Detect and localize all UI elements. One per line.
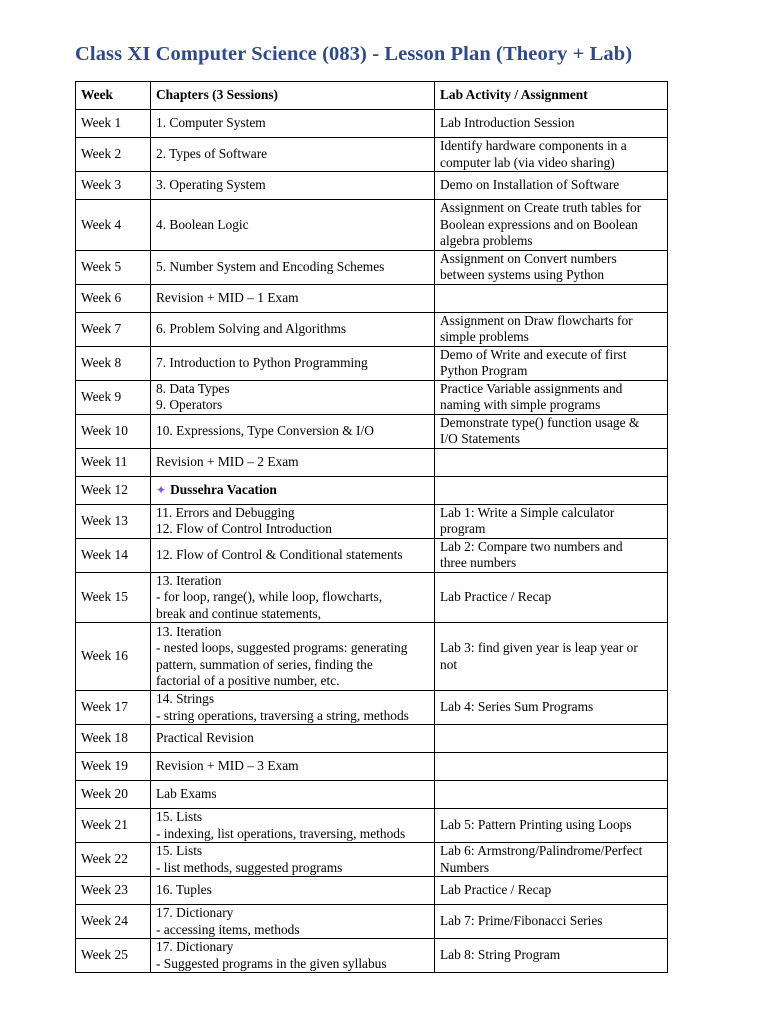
table-row xyxy=(76,250,668,284)
chapter-cell: 8. Data Types 9. Operators xyxy=(151,380,435,414)
week-cell: Week 22 xyxy=(76,843,151,877)
table-row xyxy=(76,200,668,251)
chapter-cell: 15. Lists - indexing, list operations, traversing, methods xyxy=(151,809,435,843)
chapter-cell: 12. Flow of Control & Conditional statements xyxy=(151,538,435,572)
lab-activity-cell: Lab 5: Pattern Printing using Loops xyxy=(435,809,668,843)
table-row xyxy=(76,380,668,414)
lab-activity-cell xyxy=(435,753,668,781)
vacation-label: Dussehra Vacation xyxy=(170,481,277,497)
header-week: Week xyxy=(76,82,151,110)
lab-activity-cell xyxy=(435,781,668,809)
week-cell: Week 19 xyxy=(76,753,151,781)
chapter-cell: 17. Dictionary - accessing items, methods xyxy=(151,905,435,939)
lab-activity-cell: Demonstrate type() function usage & I/O Statements xyxy=(435,414,668,448)
chapter-cell: 17. Dictionary - Suggested programs in the given syllabus xyxy=(151,939,435,973)
lab-activity-cell xyxy=(435,448,668,476)
chapter-cell: 14. Strings - string operations, traversing a string, methods xyxy=(151,691,435,725)
header-chapters: Chapters (3 Sessions) xyxy=(151,82,435,110)
lab-activity-cell: Lab Introduction Session xyxy=(435,110,668,138)
week-cell: Week 15 xyxy=(76,572,151,623)
page-title: Class XI Computer Science (083) - Lesson Plan (Theory + Lab) xyxy=(75,43,633,65)
week-cell: Week 7 xyxy=(76,312,151,346)
week-cell: Week 2 xyxy=(76,138,151,172)
week-cell: Week 6 xyxy=(76,284,151,312)
week-cell: Week 11 xyxy=(76,448,151,476)
lab-activity-cell: Lab 1: Write a Simple calculator program xyxy=(435,504,668,538)
week-cell: Week 5 xyxy=(76,250,151,284)
lab-activity-cell: Assignment on Create truth tables for Boolean expressions and on Boolean algebra problems xyxy=(435,200,668,251)
table-row xyxy=(76,725,668,753)
week-cell: Week 9 xyxy=(76,380,151,414)
table-row xyxy=(76,753,668,781)
chapter-cell: 15. Lists - list methods, suggested programs xyxy=(151,843,435,877)
table-row xyxy=(76,905,668,939)
week-cell: Week 3 xyxy=(76,172,151,200)
lab-activity-cell: Identify hardware components in a computer lab (via video sharing) xyxy=(435,138,668,172)
lab-activity-cell xyxy=(435,725,668,753)
party-popper-icon: ✦ xyxy=(156,482,167,497)
week-cell: Week 12 xyxy=(76,476,151,504)
week-cell: Week 18 xyxy=(76,725,151,753)
lesson-plan-table xyxy=(75,81,668,973)
lab-activity-cell: Lab 7: Prime/Fibonacci Series xyxy=(435,905,668,939)
table-row xyxy=(76,809,668,843)
table-row xyxy=(76,110,668,138)
table-row xyxy=(76,476,668,504)
week-cell: Week 1 xyxy=(76,110,151,138)
table-row xyxy=(76,346,668,380)
lab-activity-cell: Assignment on Convert numbers between systems using Python xyxy=(435,250,668,284)
chapter-cell: 13. Iteration - for loop, range(), while loop, flowcharts, break and continue statements, xyxy=(151,572,435,623)
week-cell: Week 4 xyxy=(76,200,151,251)
lab-activity-cell: Lab 4: Series Sum Programs xyxy=(435,691,668,725)
lab-activity-cell: Lab 3: find given year is leap year or not xyxy=(435,623,668,691)
table-row xyxy=(76,504,668,538)
chapter-cell: 4. Boolean Logic xyxy=(151,200,435,251)
week-cell: Week 10 xyxy=(76,414,151,448)
chapter-cell: Practical Revision xyxy=(151,725,435,753)
chapter-cell: 13. Iteration - nested loops, suggested programs: generating pattern, summation of series, finding the factorial of a positive number, etc. xyxy=(151,623,435,691)
table-row xyxy=(76,877,668,905)
chapter-cell: 5. Number System and Encoding Schemes xyxy=(151,250,435,284)
week-cell: Week 17 xyxy=(76,691,151,725)
lab-activity-cell: Lab 6: Armstrong/Palindrome/Perfect Numbers xyxy=(435,843,668,877)
table-row xyxy=(76,781,668,809)
chapter-cell: Revision + MID – 1 Exam xyxy=(151,284,435,312)
week-cell: Week 24 xyxy=(76,905,151,939)
chapter-cell: Revision + MID – 2 Exam xyxy=(151,448,435,476)
chapter-cell: 1. Computer System xyxy=(151,110,435,138)
week-cell: Week 13 xyxy=(76,504,151,538)
chapter-cell: 11. Errors and Debugging 12. Flow of Control Introduction xyxy=(151,504,435,538)
chapter-cell: Lab Exams xyxy=(151,781,435,809)
table-body xyxy=(76,110,668,973)
chapter-cell: 3. Operating System xyxy=(151,172,435,200)
lab-activity-cell: Lab Practice / Recap xyxy=(435,572,668,623)
week-cell: Week 21 xyxy=(76,809,151,843)
header-lab-activity: Lab Activity / Assignment xyxy=(435,82,668,110)
table-row xyxy=(76,312,668,346)
lab-activity-cell: Assignment on Draw flowcharts for simple problems xyxy=(435,312,668,346)
lab-activity-cell: Demo on Installation of Software xyxy=(435,172,668,200)
table-row xyxy=(76,284,668,312)
table-row xyxy=(76,623,668,691)
lab-activity-cell: Practice Variable assignments and naming with simple programs xyxy=(435,380,668,414)
week-cell: Week 23 xyxy=(76,877,151,905)
table-row xyxy=(76,843,668,877)
table-header-row xyxy=(76,82,668,110)
table-row xyxy=(76,414,668,448)
lab-activity-cell xyxy=(435,476,668,504)
lab-activity-cell: Lab 2: Compare two numbers and three numbers xyxy=(435,538,668,572)
week-cell: Week 14 xyxy=(76,538,151,572)
chapter-cell: 16. Tuples xyxy=(151,877,435,905)
lab-activity-cell xyxy=(435,284,668,312)
week-cell: Week 25 xyxy=(76,939,151,973)
chapter-cell: 7. Introduction to Python Programming xyxy=(151,346,435,380)
table-row xyxy=(76,138,668,172)
table-row xyxy=(76,691,668,725)
chapter-cell: 2. Types of Software xyxy=(151,138,435,172)
table-row xyxy=(76,448,668,476)
week-cell: Week 8 xyxy=(76,346,151,380)
lab-activity-cell: Lab Practice / Recap xyxy=(435,877,668,905)
week-cell: Week 16 xyxy=(76,623,151,691)
lab-activity-cell: Demo of Write and execute of first Python Program xyxy=(435,346,668,380)
week-cell: Week 20 xyxy=(76,781,151,809)
table-row xyxy=(76,572,668,623)
lab-activity-cell: Lab 8: String Program xyxy=(435,939,668,973)
table-row xyxy=(76,538,668,572)
chapter-cell xyxy=(151,476,435,504)
table-row xyxy=(76,939,668,973)
chapter-cell: 6. Problem Solving and Algorithms xyxy=(151,312,435,346)
table-row xyxy=(76,172,668,200)
chapter-cell: 10. Expressions, Type Conversion & I/O xyxy=(151,414,435,448)
chapter-cell: Revision + MID – 3 Exam xyxy=(151,753,435,781)
